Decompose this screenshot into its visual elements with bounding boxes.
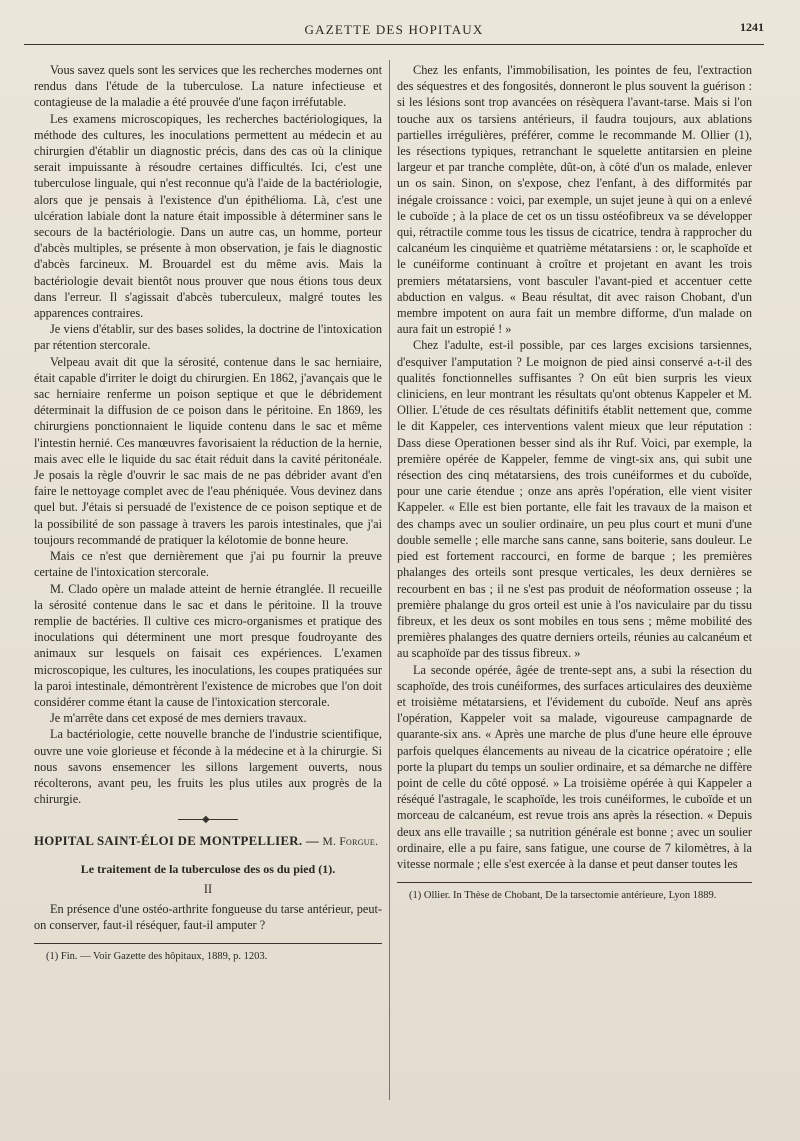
paragraph: Mais ce n'est que dernièrement que j'ai pu fournir la preuve certaine de l'intoxication stercorale. [34, 549, 382, 580]
footnote: (1) Ollier. In Thèse de Chobant, De la tarsectomie antérieure, Lyon 1889. [409, 890, 717, 902]
journal-title: GAZETTE DES HOPITAUX [304, 22, 484, 37]
paragraph: La bactériologie, cette nouvelle branche de l'industrie scientifique, ouvre une voie glorieuse et féconde à la médecine et à la chirurgie. Si nous savons ensemencer les sillons largement ouverts, nous récolterons, avant peu, les fruits les plus utiles aux progrès de la chirurgie. [34, 727, 382, 807]
column-divider [389, 60, 390, 1100]
paragraph: Les examens microscopiques, les recherches bactériologiques, la méthode des cultures, les inoculations permettent au médecin et au chirurgien d'établir un diagnostic précis, dans des cas où la clinique serait impuissante à résoudre certaines difficultés. Ici, c'est une tuberculose linguale, qui n'est reconnue qu'à l'aide de la bactériologie, alors que je pensais à l'existence d'un épithélioma. Là, c'est une ulcération labiale dont la nature était impossible à déterminer sans le secours de la bactériologie. Dans un autre cas, un homme, porteur d'abcès multiples, se présente à mon observation, je fais le diagnostic d'abcès farcineux. M. Brouardel est du même avis. Mais la bactériologie devait bientôt nous prouver que nous étions tous deux dans l'erreur. Il s'agissait d'abcès tuberculeux, malgré toutes les apparences contraires. [34, 111, 382, 321]
section-heading [34, 833, 382, 850]
paragraph: Je viens d'établir, sur des bases solides, la doctrine de l'intoxication par rétention stercorale. [34, 322, 382, 353]
section-author: M. Forgue. [322, 836, 379, 849]
section-title: HOPITAL SAINT-ÉLOI DE MONTPELLIER. — [34, 834, 319, 849]
paragraph: La seconde opérée, âgée de trente-sept ans, a subi la résection du scaphoïde, des trois cunéiformes, des surfaces articulaires des deuxième et troisième métatarsiens, et l'évidement du cuboïde. Neuf ans après l'opération, Kappeler voit sa malade, vigoureuse campagnarde de quarante-six ans. « Après une marche de plus d'une heure elle éprouve parfois quelques élancements au niveau de la cicatrice opératoire ; elle porte la plupart du temps un soulier ordinaire, et sa démarche ne diffère point de celle du côté opposé. » La troisième opérée à qui Kappeler a réséqué l'astragale, le scaphoïde, les trois cunéiformes, le cuboïde et un morceau de calcanéum, est revue trois ans après la résection. « Depuis deux ans elle travaille ; sa nutrition générale est bonne ; avec un soulier ordinaire, elle a pu faire, sans fatigue, une course de 7 kilomètres, à la vitesse normale ; elle s'est exercée à la danse et peut danser toutes les [397, 662, 752, 871]
paragraph: Chez l'adulte, est-il possible, par ces larges excisions tarsiennes, d'esquiver l'amputation ? Le moignon de pied ainsi conservé a-t-il des qualités fonctionnelles suffisantes ? On eût bien surpris les vieux cliniciens, en leur montrant les résultats qu'ont obtenus Kappeler et M. Ollier. L'étude de ces résultats définitifs établit nettement que, comme le dit Kappeler, ces interventions valent mieux que leur réputation : Dass diese Operationen besser sind als ihr Ruf. Voici, par exemple, la première opérée de Kappeler, femme de vingt-six ans, qui subit une résection des cinq métatarsiens, des trois cunéiformes et du cuboïde, pour une carie étendue ; onze ans après l'opération, elle vient visiter Kappeler. « Elle est bien portante, elle fait les travaux de la maison et des champs avec un soulier ordinaire, un peu plus court et muni d'une double semelle ; elle marche sans canne, sans boiterie, sans douleur. Le pied est fortement raccourci, en forme de barque ; les premières phalanges des orteils sont presque verticales, les deux dernières se recourbent en bas ; il ne s'est pas produit de néoformation osseuse ; la première phalange du gros orteil est unie à l'os naviculaire par du tissu fibreux, et les deux os sont mobiles en tous sens ; même mobilité des premières phalanges des quatre derniers orteils, réunies au calcanéum et au scaphoïde par des tissus fibreux. » [397, 338, 752, 661]
paragraph: Chez les enfants, l'immobilisation, les pointes de feu, l'extraction des séquestres et des fongosités, donneront le plus souvent la guérison : si les lésions sont trop avancées on résèquera l'avant-tarse. Mais si l'on touche aux os tarsiens antérieurs, il faudra toujours, aux ablations partielles irrégulières, préférer, comme le recommande M. Ollier (1), les résections typiques, retranchant le squelette antitarsien en pleine largeur et par tranche complète, dût-on, à côté d'un os malade, enlever un os sain. Sinon, on s'expose, chez l'enfant, à des difformités par inégale croissance : voici, par exemple, un sujet jeune à qui on a enlevé le cuboïde ; à la place de cet os un tissu ostéofibreux va se développer qui, rétractile comme tous les tissus de cicatrice, tendra à rapprocher du calcanéum les cinquième et quatrième métatarsiens : or, le scaphoïde et le cunéiforme continuant à croître et projetant en avant les trois premiers métatarsiens, vont basculer l'avant-pied et accentuer cette abduction en valgus. « Beau résultat, dit avec raison Chobant, d'un membre impotent on aura fait un membre difforme, d'un malade on aura fait un estropié ! » [397, 63, 752, 337]
paragraph: Je m'arrête dans cet exposé de mes derniers travaux. [50, 711, 307, 726]
footnote: (1) Fin. — Voir Gazette des hôpitaux, 1889, p. 1203. [46, 951, 268, 963]
paragraph: Vous savez quels sont les services que les recherches modernes ont rendus dans l'étude de la tuberculose. La nature infectieuse et contagieuse de la maladie a été prouvée d'une façon irréfutable. [34, 63, 382, 110]
footnote-rule [397, 882, 752, 883]
left-column [34, 62, 382, 964]
page-header [24, 18, 764, 45]
page-number: 1241 [740, 20, 764, 34]
part-number: II [203, 881, 213, 896]
paragraph: En présence d'une ostéo-arthrite fongueuse du tarse antérieur, peut-on conserver, faut-il réséquer, faut-il amputer ? [34, 901, 382, 933]
section-separator [178, 815, 238, 823]
paragraph: M. Clado opère un malade atteint de hernie étranglée. Il recueille la sérosité contenue dans le sac et dans le péritoine. Il la trouve remplie de bactéries. Il cultive ces micro-organismes et pratique des inoculations qui déterminent une mort presque foudroyante des animaux sur lesquels on faisait ces expériences. L'examen microscopique, les cultures, les inoculations, les coupes pratiquées sur la paroi intestinale, démontrèrent l'existence de microbes que l'on doit considérer comme étant la cause de l'intoxication stercorale. [34, 581, 382, 709]
footnote-rule [34, 943, 382, 944]
article-subtitle: Le traitement de la tuberculose des os du pied (1). [80, 861, 336, 876]
paragraph: Velpeau avait dit que la sérosité, contenue dans le sac herniaire, était capable d'irriter le doigt du chirurgien. En 1862, j'avançais que le sac herniaire renferme un poison septique et que le débridement déterminait la diffusion de ce poison dans le péritoine. En 1869, les chirurgiens ponctionnaient le liquide contenu dans le sac et même l'intestin hernié. Ces manœuvres favorisaient la réduction de la hernie, mais avec elle le liquide du sac était réduit dans la cavité péritonéale. Je posais la règle d'ouvrir le sac mais de ne pas débrider avant d'en faire le nettoyage complet avec de l'eau phéniquée. Vous devinez dans quel but. J'étais si persuadé de l'existence de ce poison septique et de la possibilité de son passage à travers les parois intestinales, que j'ai toujours recommandé de pratiquer la kélotomie de bonne heure. [34, 354, 382, 547]
right-column [397, 62, 752, 903]
